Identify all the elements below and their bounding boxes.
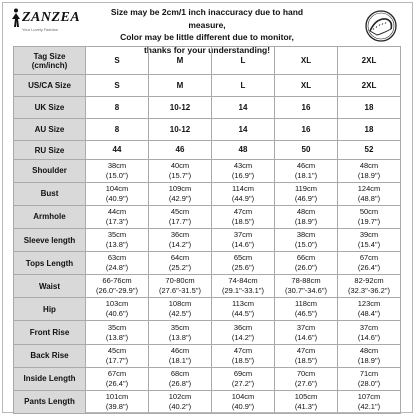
row-label: Waist — [14, 275, 86, 298]
cm-value: 47cm — [233, 206, 253, 216]
measure-cell — [275, 228, 338, 251]
notice-line-1: Size may be 2cm/1 inch inaccuracy due to hand measure, — [110, 7, 304, 30]
size-row — [14, 47, 401, 75]
size-cell: 52 — [338, 141, 401, 159]
size-cell: 14 — [212, 97, 275, 119]
measure-cell — [149, 390, 212, 413]
measuring-tape-icon — [364, 9, 398, 43]
measure-cell — [149, 367, 212, 390]
cm-value: 44cm — [107, 206, 127, 216]
measure-cell — [275, 390, 338, 413]
inch-value: (19.7") — [357, 216, 381, 226]
inch-value: (15.4") — [357, 240, 381, 249]
cm-value: 47cm — [233, 345, 253, 355]
cm-value: 63cm — [107, 253, 127, 263]
inch-value: (17.3") — [105, 216, 129, 226]
measure-row — [14, 159, 401, 182]
size-cell: M — [149, 75, 212, 97]
cm-value: 39cm — [359, 230, 379, 239]
size-cell: 2XL — [338, 47, 401, 75]
cm-value: 40cm — [170, 160, 190, 170]
size-row — [14, 75, 401, 97]
cm-value: 103cm — [105, 299, 129, 309]
notice-line-2: Color may be little different due to monitor, — [120, 32, 294, 43]
cm-value: 102cm — [168, 391, 192, 401]
inch-value: (26.8") — [168, 378, 192, 388]
inch-value: (29.1"-33.1") — [221, 286, 264, 296]
cm-value: 50cm — [359, 206, 379, 216]
size-cell: XL — [275, 47, 338, 75]
measure-row — [14, 321, 401, 344]
size-table — [13, 46, 401, 414]
measure-cell — [275, 275, 338, 298]
measure-cell — [86, 390, 149, 413]
size-cell: 8 — [86, 119, 149, 141]
measure-cell — [212, 252, 275, 275]
cm-value: 45cm — [107, 345, 127, 355]
cm-value: 67cm — [107, 368, 127, 378]
cm-value: 78-88cm — [291, 276, 321, 286]
size-cell: 8 — [86, 97, 149, 119]
inch-value: (28.0") — [357, 378, 381, 388]
row-label: Pants Length — [14, 390, 86, 413]
cm-value: 45cm — [170, 206, 190, 216]
row-label: Shoulder — [14, 159, 86, 182]
brand-logo — [9, 6, 79, 44]
row-label: Tops Length — [14, 252, 86, 275]
size-cell: 18 — [338, 119, 401, 141]
measure-cell — [86, 228, 149, 251]
cm-value: 109cm — [168, 183, 192, 193]
inch-value: (18.5") — [231, 355, 255, 365]
measure-row — [14, 298, 401, 321]
cm-value: 124cm — [357, 183, 381, 193]
row-label: Bust — [14, 182, 86, 205]
inch-value: (44.9") — [231, 193, 255, 203]
inch-value: (18.9") — [357, 355, 381, 365]
inch-value: (46.9") — [294, 193, 318, 203]
cm-value: 70cm — [296, 368, 316, 378]
measure-cell — [275, 367, 338, 390]
measure-cell — [338, 205, 401, 228]
inch-value: (27.6") — [294, 378, 318, 388]
brand-tagline: Your Lovely Fashion — [22, 27, 59, 32]
size-cell: S — [86, 75, 149, 97]
row-label: Sleeve length — [14, 228, 86, 251]
cm-value: 101cm — [105, 391, 129, 401]
size-cell: 16 — [275, 97, 338, 119]
size-cell: 2XL — [338, 75, 401, 97]
size-cell: 10-12 — [149, 97, 212, 119]
inch-value: (14.6") — [357, 332, 381, 342]
size-cell: 14 — [212, 119, 275, 141]
row-label: RU Size — [14, 141, 86, 159]
cm-value: 118cm — [295, 299, 317, 309]
inch-value: (40.2") — [168, 401, 192, 411]
measure-row — [14, 228, 401, 251]
measure-cell — [86, 298, 149, 321]
inch-value: (27.6"-31.5") — [158, 286, 201, 296]
cm-value: 38cm — [107, 160, 127, 170]
measure-cell — [212, 205, 275, 228]
inch-value: (48.4") — [357, 309, 381, 319]
inch-value: (25.6") — [231, 263, 255, 273]
size-cell: 46 — [149, 141, 212, 159]
cm-value: 48cm — [296, 206, 316, 216]
cm-value: 82-92cm — [354, 276, 384, 286]
cm-value: 104cm — [105, 183, 129, 193]
size-cell: L — [212, 47, 275, 75]
cm-value: 71cm — [359, 368, 379, 378]
measure-cell — [149, 275, 212, 298]
cm-value: 37cm — [296, 322, 316, 332]
inch-value: (14.6") — [231, 240, 255, 249]
inch-value: (18.1") — [294, 170, 318, 180]
inch-value: (13.8") — [105, 332, 129, 342]
cm-value: 107cm — [357, 391, 381, 401]
row-label: US/CA Size — [14, 75, 86, 97]
measure-cell — [275, 321, 338, 344]
brand-name: ZANZEA — [22, 10, 81, 25]
cm-value: 69cm — [233, 368, 253, 378]
inch-value: (13.8") — [168, 332, 192, 342]
size-cell: 16 — [275, 119, 338, 141]
size-cell: 44 — [86, 141, 149, 159]
inch-value: (42.9") — [168, 193, 192, 203]
size-cell: 50 — [275, 141, 338, 159]
size-row — [14, 119, 401, 141]
inch-value: (25.2") — [168, 263, 192, 273]
cm-value: 38cm — [296, 230, 316, 239]
cm-value: 65cm — [233, 253, 253, 263]
header — [3, 3, 414, 55]
size-cell: M — [149, 47, 212, 75]
cm-value: 64cm — [170, 253, 190, 263]
inch-value: (16.9") — [231, 170, 255, 180]
inch-value: (40.9") — [105, 193, 129, 203]
inch-value: (13.8") — [105, 240, 129, 249]
measure-cell — [86, 182, 149, 205]
measure-cell — [86, 159, 149, 182]
measure-row — [14, 205, 401, 228]
measure-cell — [275, 205, 338, 228]
inch-value: (26.4") — [357, 263, 381, 273]
measure-cell — [86, 367, 149, 390]
measure-cell — [275, 159, 338, 182]
cm-value: 43cm — [233, 160, 253, 170]
inch-value: (40.9") — [231, 401, 255, 411]
measure-cell — [338, 252, 401, 275]
measure-row — [14, 252, 401, 275]
measure-cell — [86, 344, 149, 367]
inch-value: (41.3") — [294, 401, 318, 411]
inch-value: (15.7") — [168, 170, 192, 180]
measure-row — [14, 344, 401, 367]
row-label: Inside Length — [14, 367, 86, 390]
measure-cell — [149, 228, 212, 251]
cm-value: 47cm — [296, 345, 316, 355]
inch-value: (39.8") — [105, 401, 129, 411]
measure-cell — [212, 182, 275, 205]
measure-cell — [212, 275, 275, 298]
cm-value: 66-76cm — [102, 276, 132, 286]
measure-cell — [212, 367, 275, 390]
inch-value: (40.6") — [105, 309, 129, 319]
measure-cell — [338, 321, 401, 344]
size-chart-frame — [2, 2, 413, 413]
row-label: AU Size — [14, 119, 86, 141]
inch-value: (17.7") — [105, 355, 129, 365]
cm-value: 48cm — [359, 160, 379, 170]
measure-cell — [149, 252, 212, 275]
cm-value: 104cm — [231, 391, 255, 401]
cm-value: 113cm — [232, 299, 254, 309]
cm-value: 114cm — [232, 183, 254, 193]
measure-row — [14, 390, 401, 413]
cm-value: 46cm — [296, 160, 316, 170]
inch-value: (46.5") — [294, 309, 318, 319]
measure-cell — [149, 298, 212, 321]
row-label: Armhole — [14, 205, 86, 228]
measure-cell — [86, 205, 149, 228]
row-label: UK Size — [14, 97, 86, 119]
measure-cell — [149, 159, 212, 182]
row-label: Tag Size (cm/inch) — [14, 47, 86, 75]
measure-cell — [338, 182, 401, 205]
inch-value: (15.0") — [294, 240, 318, 249]
measure-cell — [86, 252, 149, 275]
inch-value: (32.3"-36.2") — [347, 286, 390, 296]
measure-cell — [338, 390, 401, 413]
cm-value: 105cm — [294, 391, 318, 401]
size-cell: 10-12 — [149, 119, 212, 141]
measure-cell — [149, 321, 212, 344]
inch-value: (14.2") — [231, 332, 255, 342]
cm-value: 70-80cm — [165, 276, 195, 286]
inch-value: (18.5") — [231, 216, 255, 226]
measure-cell — [338, 367, 401, 390]
cm-value: 35cm — [107, 322, 127, 332]
inch-value: (17.7") — [168, 216, 192, 226]
measure-cell — [212, 298, 275, 321]
cm-value: 108cm — [168, 299, 192, 309]
cm-value: 66cm — [296, 253, 316, 263]
measure-cell — [338, 298, 401, 321]
inch-value: (26.0") — [294, 263, 318, 273]
size-cell: S — [86, 47, 149, 75]
measure-cell — [149, 344, 212, 367]
measure-cell — [212, 344, 275, 367]
cm-value: 35cm — [170, 322, 190, 332]
cm-value: 123cm — [357, 299, 381, 309]
cm-value: 36cm — [233, 322, 253, 332]
cm-value: 119cm — [295, 183, 317, 193]
inch-value: (30.7"-34.6") — [284, 286, 327, 296]
cm-value: 46cm — [170, 345, 190, 355]
inch-value: (48.8") — [357, 193, 381, 203]
inch-value: (15.0") — [105, 170, 129, 180]
measure-cell — [275, 344, 338, 367]
measure-cell — [212, 159, 275, 182]
row-label: Front Rise — [14, 321, 86, 344]
measure-cell — [275, 298, 338, 321]
inch-value: (18.9") — [357, 170, 381, 180]
measure-cell — [212, 321, 275, 344]
inch-value: (42.1") — [357, 401, 381, 411]
inch-value: (44.5") — [231, 309, 255, 319]
inch-value: (42.5") — [168, 309, 192, 319]
cm-value: 48cm — [359, 345, 379, 355]
inch-value: (18.1") — [168, 355, 192, 365]
inch-value: (18.5") — [294, 355, 318, 365]
measure-cell — [275, 252, 338, 275]
measure-cell — [212, 228, 275, 251]
measure-cell — [338, 159, 401, 182]
size-cell: L — [212, 75, 275, 97]
measure-row — [14, 182, 401, 205]
inch-value: (27.2") — [231, 378, 255, 388]
measure-cell — [275, 182, 338, 205]
inch-value: (18.9") — [294, 216, 318, 226]
cm-value: 68cm — [170, 368, 190, 378]
row-label: Back Rise — [14, 344, 86, 367]
size-table-wrapper — [13, 46, 401, 414]
cm-value: 35cm — [107, 230, 127, 239]
measure-cell — [338, 228, 401, 251]
measure-cell — [86, 321, 149, 344]
cm-value: 36cm — [170, 230, 190, 239]
inch-value: (26.4") — [105, 378, 129, 388]
size-row — [14, 97, 401, 119]
inch-value: (26.0"-29.9") — [95, 286, 138, 296]
figure-logo-icon — [9, 8, 23, 28]
measure-row — [14, 367, 401, 390]
cm-value: 37cm — [359, 322, 379, 332]
measure-cell — [212, 390, 275, 413]
cm-value: 74-84cm — [228, 276, 258, 286]
size-row — [14, 141, 401, 159]
measure-cell — [149, 182, 212, 205]
cm-value: 37cm — [233, 230, 253, 239]
row-label: Hip — [14, 298, 86, 321]
measure-row — [14, 275, 401, 298]
size-cell: 18 — [338, 97, 401, 119]
inch-value: (14.6") — [294, 332, 318, 342]
measure-cell — [338, 344, 401, 367]
size-cell: 48 — [212, 141, 275, 159]
size-cell: XL — [275, 75, 338, 97]
notice-line-3: thanks for your understanding! — [143, 44, 271, 55]
inch-value: (14.2") — [168, 240, 192, 249]
inch-value: (24.8") — [105, 263, 129, 273]
cm-value: 67cm — [359, 253, 379, 263]
measure-cell — [338, 275, 401, 298]
measure-cell — [86, 275, 149, 298]
measure-cell — [149, 205, 212, 228]
